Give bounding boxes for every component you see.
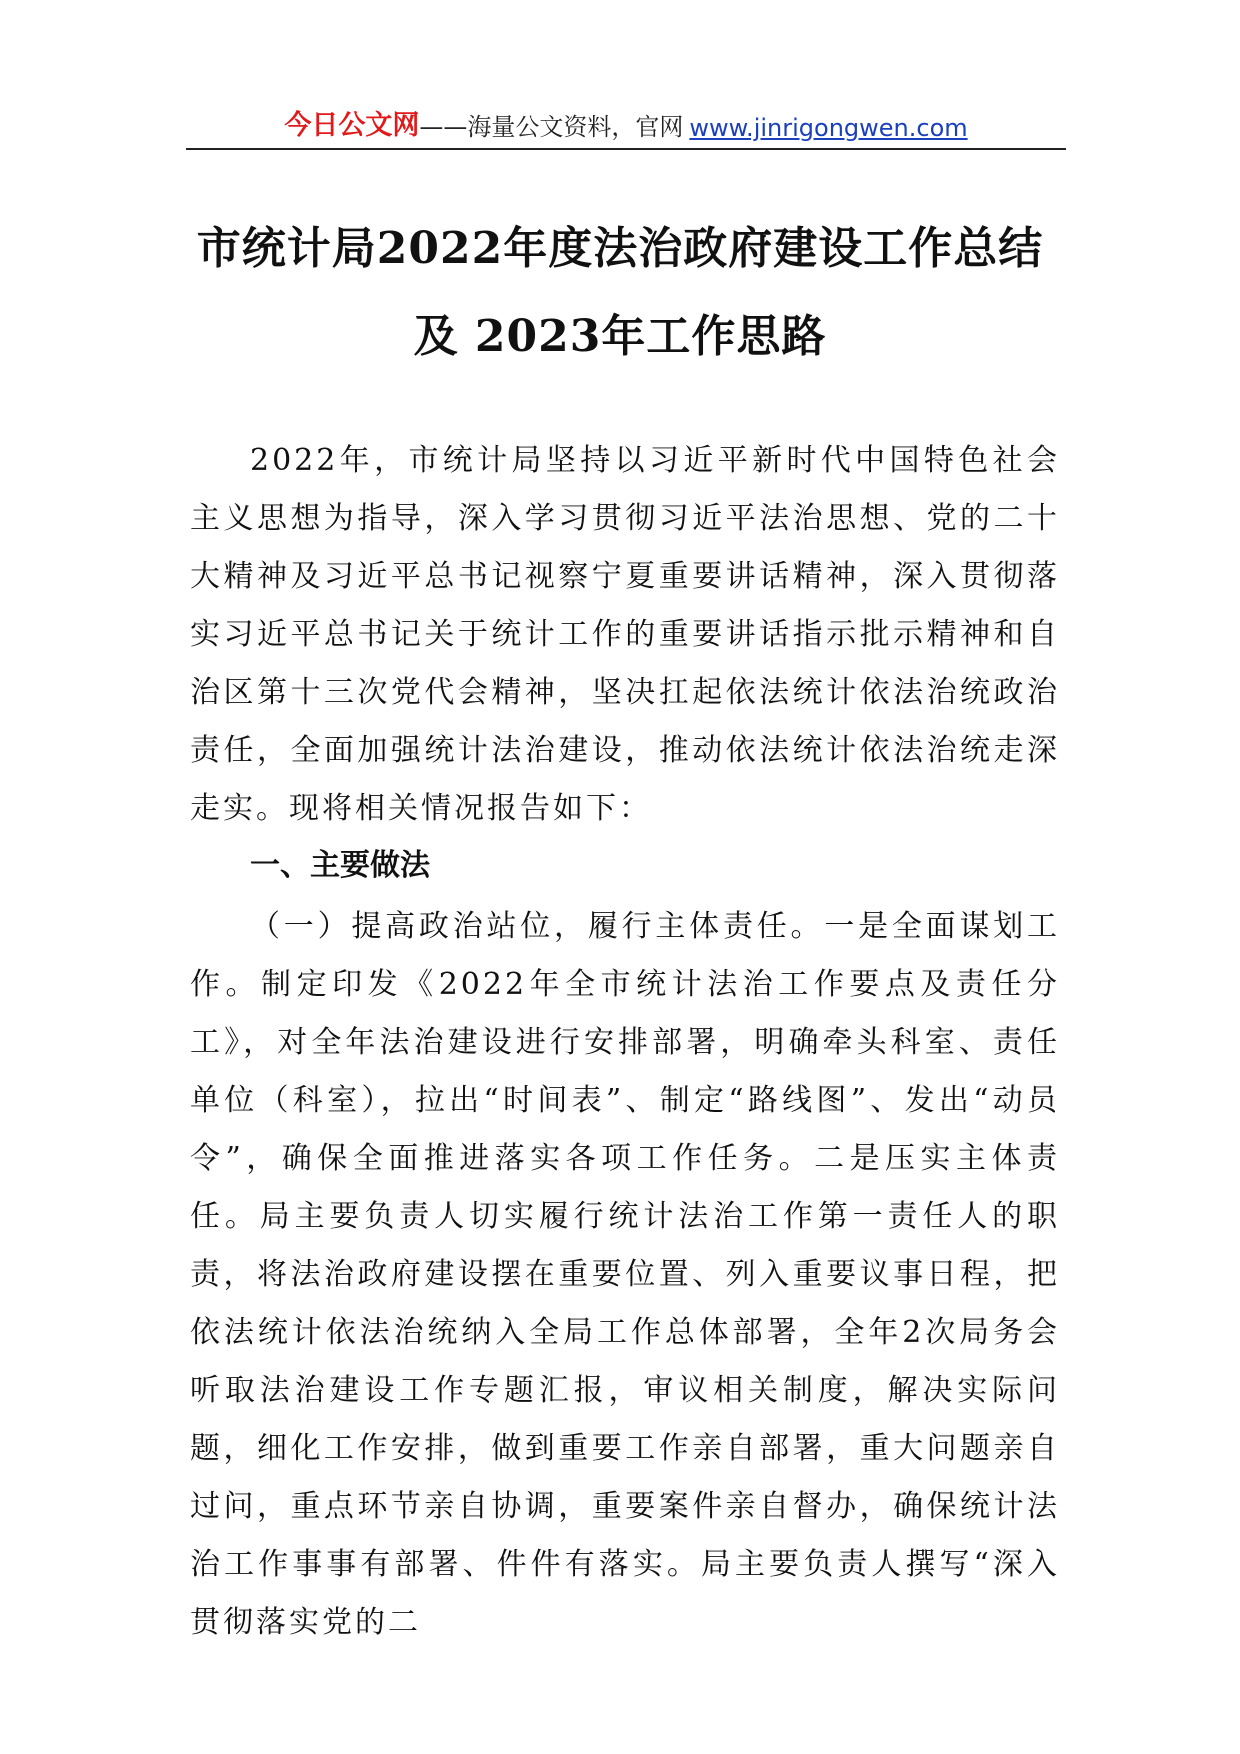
section-heading: 一、主要做法	[250, 848, 430, 883]
site-tagline: ——海量公文资料，官网	[419, 113, 684, 141]
intro-paragraph: 2022年，市统计局坚持以习近平新时代中国特色社会主义思想为指导，深入学习贯彻习近平法治思想、党的二十大精神及习近平总书记视察宁夏重要讲话精神，深入贯彻落实习近平总书记关于统计工作的重要讲话指示批示精神和自治区第十三次党代会精神，坚决扛起依法统计依法治统政治责任，全面加强统计法治建设，推动依法统计依法治统走深走实。现将相关情况报告如下：	[190, 443, 1060, 826]
site-link[interactable]: www.jinrigongwen.com	[689, 114, 968, 142]
document-title-line-2: 及 2023年工作思路	[413, 311, 827, 362]
page-header	[186, 104, 1066, 150]
subsection-body: 一是全面谋划工作。制定印发《2022年全市统计法治工作要点及责任分工》，对全年法治建设进行安排部署，明确牵头科室、责任单位（科室），拉出“时间表”、制定“路线图”、发出“动员令”，确保全面推进落实各项工作任务。二是压实主体责任。局主要负责人切实履行统计法治工作第一责任人的职责，将法治政府建设摆在重要位置、列入重要议事日程，把依法统计依法治统纳入全局工作总体部署，全年2次局务会听取法治建设工作专题汇报，审议相关制度，解决实际问题，细化工作安排，做到重要工作亲自部署，重大问题亲自过问，重点环节亲自协调，重要案件亲自督办，确保统计法治工作事事有部署、件件有落实。局主要负责人撰写“深入贯彻落实党的二	[190, 909, 1061, 1640]
section-body-paragraph	[190, 898, 1060, 1652]
site-brand: 今日公文网	[284, 110, 420, 141]
subsection-heading: （一）提高政治站位，履行主体责任。	[250, 909, 825, 944]
document-title-line-1: 市统计局2022年度法治政府建设工作总结	[196, 223, 1044, 274]
